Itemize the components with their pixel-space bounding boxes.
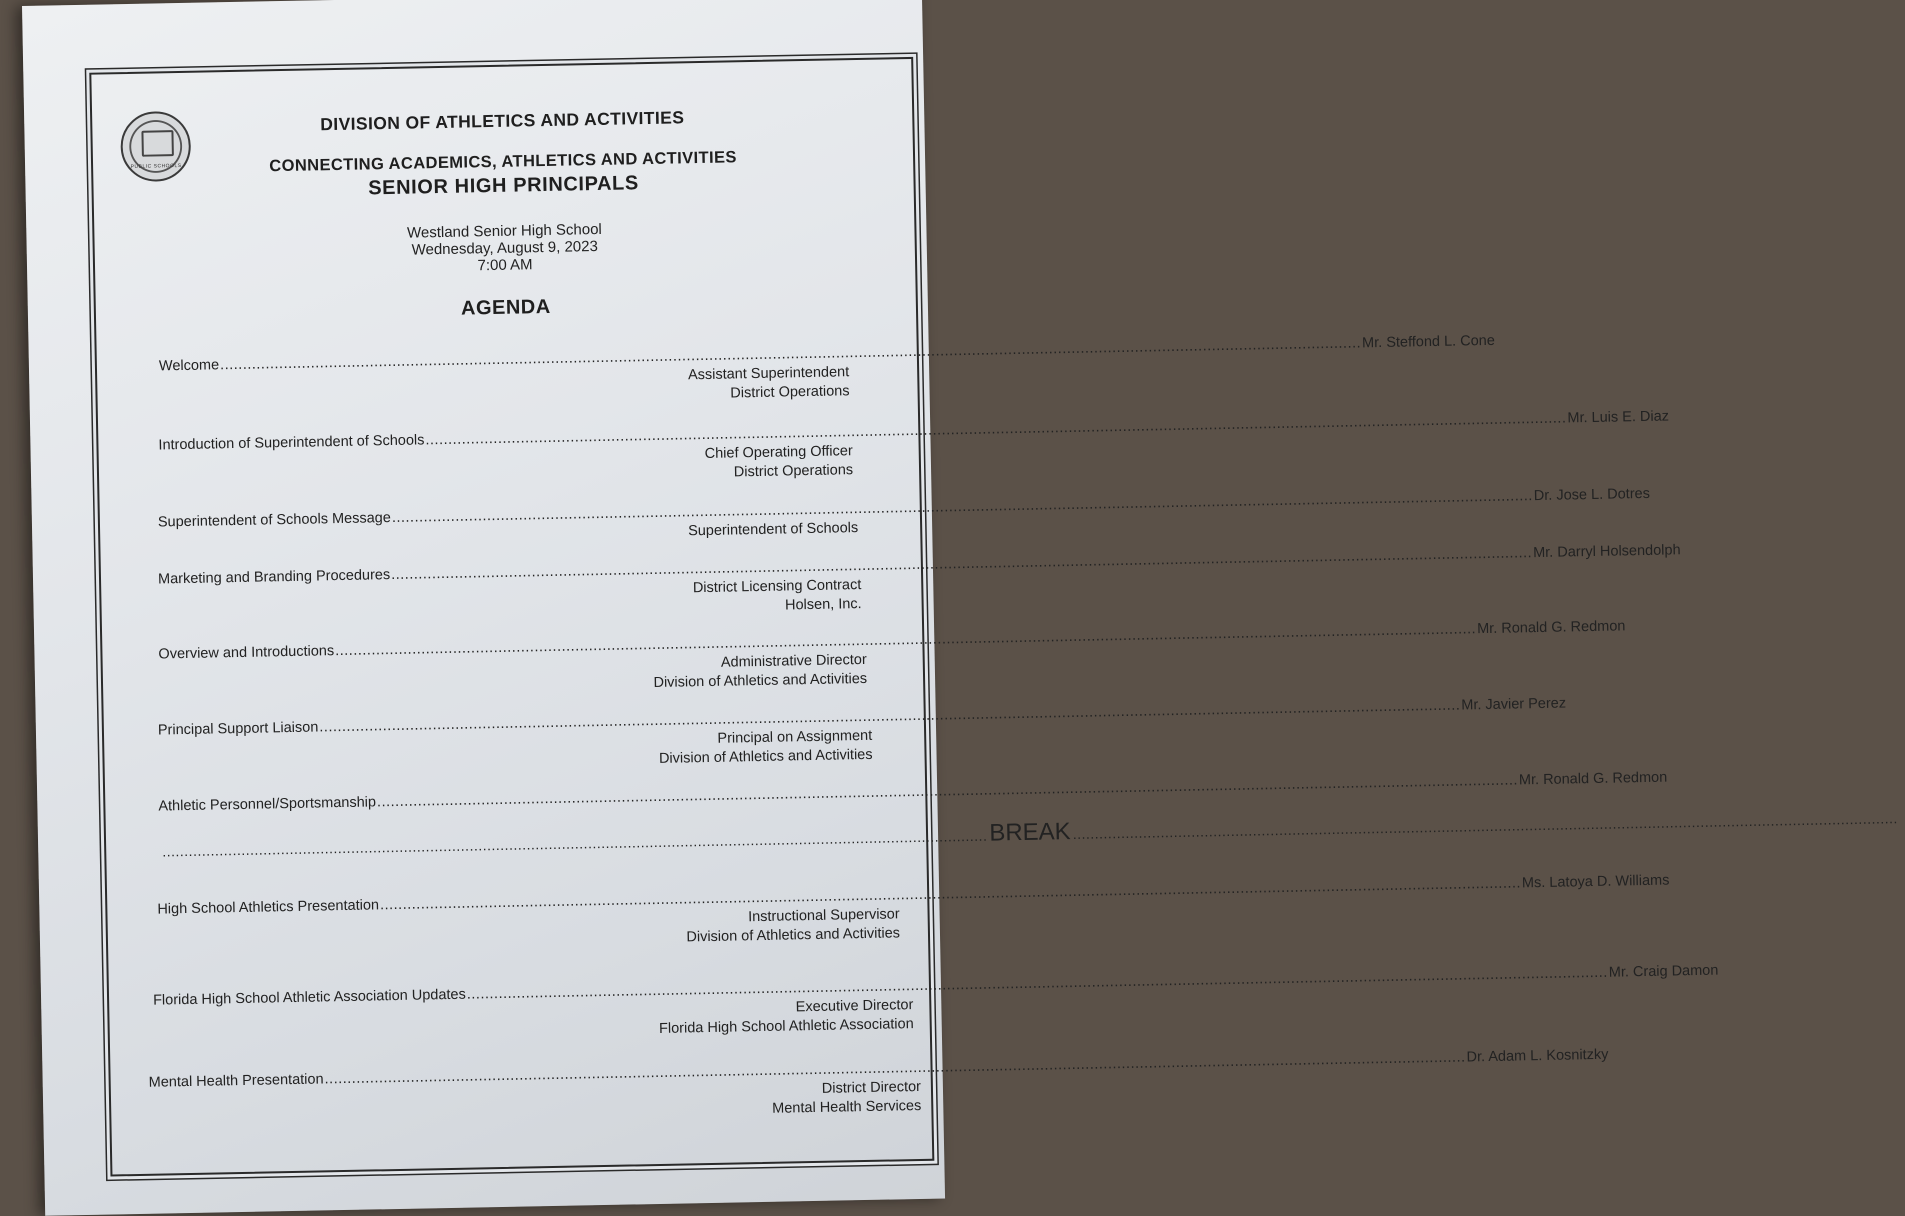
division-title: DIVISION OF ATHLETICS AND ACTIVITIES (320, 107, 685, 135)
agenda-speaker: Mr. Darryl Holsendolph (1532, 542, 1681, 562)
speaker-department: Division of Athletics and Activities (653, 670, 868, 691)
speaker-department: Holsen, Inc. (784, 595, 862, 614)
leader-dots (319, 697, 1460, 738)
speaker-title: Instructional Supervisor (747, 906, 900, 926)
speaker-department: Mental Health Services (772, 1097, 922, 1117)
agenda-speaker: Mr. Ronald G. Redmon (1476, 618, 1626, 638)
agenda-topic: Superintendent of Schools Message (157, 510, 392, 531)
speaker-title: District Licensing Contract (692, 576, 862, 597)
leader-dots (1073, 810, 1898, 842)
leader-dots (380, 874, 1521, 915)
agenda-speaker: Dr. Jose L. Dotres (1533, 485, 1651, 505)
leader-dots (377, 771, 1518, 812)
agenda-speaker: Mr. Ronald G. Redmon (1518, 769, 1668, 789)
event-time: 7:00 AM (477, 256, 533, 275)
agenda-paper (22, 0, 1719, 1216)
leader-dots (392, 487, 1533, 528)
agenda-item (158, 332, 1495, 414)
agenda-topic: Marketing and Branding Procedures (157, 567, 391, 588)
agenda-speaker: Dr. Adam L. Kosnitzky (1466, 1046, 1609, 1066)
agenda-topic: Mental Health Presentation (148, 1071, 324, 1091)
agenda-item (157, 542, 1681, 627)
agenda-item (158, 769, 1668, 817)
agenda-topic: Principal Support Liaison (157, 719, 319, 739)
agenda-item (158, 618, 1626, 703)
speaker-title: Chief Operating Officer (704, 443, 853, 462)
agenda-topic: Florida High School Athletic Association Updates (152, 986, 466, 1009)
audience-title: SENIOR HIGH PRINCIPALS (368, 172, 640, 200)
agenda-item (148, 1046, 1609, 1131)
agenda-item (158, 408, 1670, 493)
agenda-speaker: Mr. Craig Damon (1608, 962, 1719, 981)
agenda-item (157, 695, 1567, 779)
agenda-topic: Athletic Personnel/Sportsmanship (158, 794, 377, 815)
leader-dots (335, 620, 1476, 661)
break-label: BREAK (989, 818, 1071, 847)
agenda-topic: High School Athletics Presentation (157, 897, 380, 918)
agenda-item (157, 485, 1651, 551)
agenda-item (157, 872, 1670, 957)
event-date: Wednesday, August 9, 2023 (411, 237, 599, 259)
agenda-topic: Overview and Introductions (158, 643, 335, 663)
agenda-heading: AGENDA (460, 295, 551, 320)
speaker-department: Division of Athletics and Activities (686, 925, 901, 946)
agenda-item (152, 962, 1719, 1049)
tagline: CONNECTING ACADEMICS, ATHLETICS AND ACTIVITIES (269, 148, 737, 176)
speaker-department: District Operations (730, 383, 850, 402)
speaker-title: Superintendent of Schools (687, 520, 859, 540)
leader-dots (162, 828, 987, 860)
speaker-department: Florida High School Athletic Association (658, 1016, 914, 1037)
leader-dots (467, 964, 1608, 1005)
agenda-topic: Welcome (158, 357, 220, 375)
event-location: Westland Senior High School (406, 220, 602, 242)
agenda-topic: Introduction of Superintendent of Schools (158, 432, 425, 454)
seal-text: PUBLIC SCHOOLS (130, 162, 182, 170)
agenda-speaker: Mr. Javier Perez (1461, 695, 1567, 714)
break-divider (162, 818, 1071, 863)
speaker-title: Administrative Director (720, 651, 867, 671)
speaker-title: Principal on Assignment (717, 727, 873, 747)
agenda-speaker: Mr. Luis E. Diaz (1567, 408, 1670, 427)
agenda-speaker: Ms. Latoya D. Williams (1521, 872, 1670, 892)
leader-dots (425, 409, 1566, 450)
speaker-title: District Director (821, 1078, 922, 1097)
speaker-title: Executive Director (795, 997, 914, 1016)
agenda-speaker: Mr. Steffond L. Cone (1361, 332, 1495, 352)
leader-dots (391, 544, 1532, 585)
speaker-title: Assistant Superintendent (687, 364, 850, 384)
speaker-department: Division of Athletics and Activities (658, 746, 873, 767)
page-border (89, 57, 1719, 1177)
speaker-department: District Operations (733, 462, 854, 481)
